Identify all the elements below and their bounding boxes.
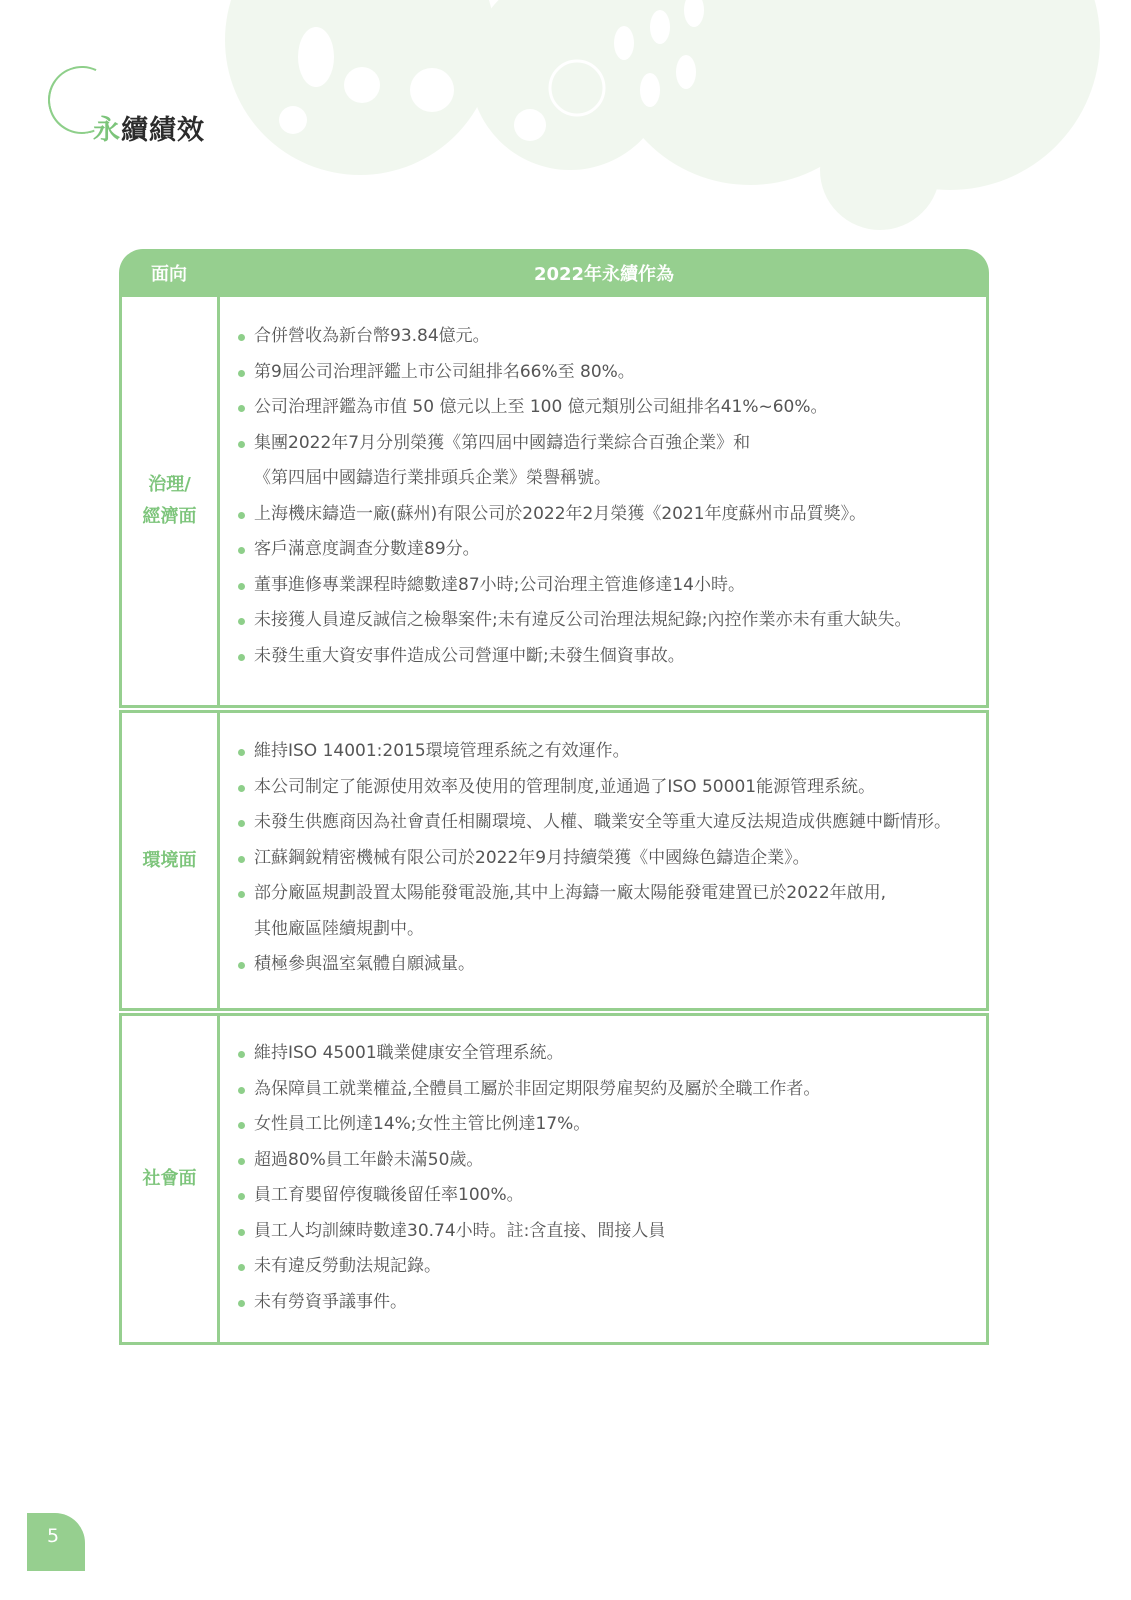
item-text: 積極參與溫室氣體自願減量。	[254, 954, 475, 974]
bullet-icon	[238, 891, 245, 898]
item-text: 公司治理評鑑為市值 50 億元以上至 100 億元類別公司組排名41%~60%。	[254, 397, 828, 417]
section-environment	[119, 710, 989, 1011]
aspect-label-line: 治理/	[148, 474, 191, 495]
item-text: 董事進修專業課程時總數達87小時;公司治理主管進修達14小時。	[254, 574, 745, 595]
bullet-icon	[238, 334, 245, 341]
aspect-label	[122, 297, 220, 705]
items-list	[220, 713, 986, 1008]
item-text: 本公司制定了能源使用效率及使用的管理制度,並通過了ISO 50001能源管理系統。	[254, 776, 876, 797]
list-item	[238, 390, 986, 426]
bullet-icon	[238, 441, 245, 448]
items-list	[220, 297, 986, 705]
list-item	[238, 876, 986, 947]
item-text: 超過80%員工年齡未滿50歲。	[254, 1149, 484, 1170]
list-item	[238, 1072, 986, 1108]
bullet-icon	[238, 1264, 245, 1271]
bullet-icon	[238, 785, 245, 792]
item-text: 未發生供應商因為社會責任相關環境、人權、職業安全等重大違反法規造成供應鏈中斷情形。	[254, 812, 951, 832]
item-text-continued: 《第四屆中國鑄造行業排頭兵企業》榮譽稱號。	[254, 468, 611, 488]
bullet-icon	[238, 654, 245, 661]
list-item	[238, 1143, 986, 1179]
bullet-icon	[238, 820, 245, 827]
list-item	[238, 1249, 986, 1285]
list-item	[238, 426, 986, 497]
list-item	[238, 568, 986, 604]
list-item	[238, 1214, 986, 1250]
aspect-label	[122, 1016, 220, 1342]
item-text: 未發生重大資安事件造成公司營運中斷;未發生個資事故。	[254, 645, 685, 666]
bullet-icon	[238, 1051, 245, 1058]
item-text-continued: 其他廠區陸續規劃中。	[254, 918, 424, 939]
list-item	[238, 639, 986, 675]
aspect-label	[122, 713, 220, 1008]
bullet-icon	[238, 512, 245, 519]
table-header	[119, 249, 989, 297]
item-text: 為保障員工就業權益,全體員工屬於非固定期限勞雇契約及屬於全職工作者。	[254, 1078, 821, 1099]
list-item	[238, 1285, 986, 1321]
list-item	[238, 1036, 986, 1072]
item-text: 維持ISO 45001職業健康安全管理系統。	[254, 1043, 564, 1063]
sustainability-table	[119, 249, 989, 1345]
list-item	[238, 734, 986, 770]
items-list	[220, 1016, 986, 1342]
list-item	[238, 532, 986, 568]
list-item	[238, 841, 986, 877]
bullet-icon	[238, 1158, 245, 1165]
section-social	[119, 1013, 989, 1345]
list-item	[238, 319, 986, 355]
column-header-actions: 2022年永續作為	[533, 264, 675, 285]
list-item	[238, 770, 986, 806]
aspect-label-line: 社會面	[142, 1168, 197, 1189]
item-text: 第9屆公司治理評鑑上市公司組排名66%至 80%。	[254, 361, 635, 382]
bullet-icon	[238, 1193, 245, 1200]
bullet-icon	[238, 1300, 245, 1307]
title-rest: 續績效	[121, 115, 205, 146]
bullet-icon	[238, 749, 245, 756]
list-item	[238, 1107, 986, 1143]
item-text: 合併營收為新台幣93.84億元。	[254, 326, 490, 346]
item-text: 未有勞資爭議事件。	[254, 1291, 407, 1312]
item-text: 部分廠區規劃設置太陽能發電設施,其中上海鑄一廠太陽能發電建置已於2022年啟用,	[254, 883, 887, 903]
bullet-icon	[238, 1229, 245, 1236]
page-title	[93, 108, 205, 147]
bullet-icon	[238, 1122, 245, 1129]
bullet-icon	[238, 547, 245, 554]
aspect-label-line: 環境面	[142, 849, 197, 871]
column-header-aspect: 面向	[151, 264, 187, 285]
item-text: 江蘇鋼銳精密機械有限公司於2022年9月持續榮獲《中國綠色鑄造企業》。	[254, 847, 810, 868]
list-item	[238, 1178, 986, 1214]
aspect-label-line: 經濟面	[142, 506, 197, 527]
item-text: 員工育嬰留停復職後留任率100%。	[254, 1185, 524, 1205]
item-text: 客戶滿意度調查分數達89分。	[254, 539, 480, 559]
list-item	[238, 805, 986, 841]
bullet-icon	[238, 618, 245, 625]
section-governance	[119, 297, 989, 708]
bullet-icon	[238, 962, 245, 969]
bullet-icon	[238, 1087, 245, 1094]
item-text: 集團2022年7月分別榮獲《第四屆中國鑄造行業綜合百強企業》和	[254, 432, 751, 453]
item-text: 未有違反勞動法規記錄。	[254, 1256, 441, 1276]
item-text: 維持ISO 14001:2015環境管理系統之有效運作。	[254, 741, 630, 761]
list-item	[238, 497, 986, 533]
list-item	[238, 355, 986, 391]
bullet-icon	[238, 370, 245, 377]
title-accent: 永	[93, 115, 121, 146]
item-text: 女性員工比例達14%;女性主管比例達17%。	[254, 1114, 591, 1134]
list-item	[238, 603, 986, 639]
item-text: 未接獲人員違反誠信之檢舉案件;未有違反公司治理法規紀錄;內控作業亦未有重大缺失。	[254, 610, 912, 630]
bullet-icon	[238, 405, 245, 412]
page-number: 5	[27, 1513, 85, 1571]
list-item	[238, 947, 986, 983]
bullet-icon	[238, 856, 245, 863]
bullet-icon	[238, 583, 245, 590]
item-text: 員工人均訓練時數達30.74小時。註:含直接、間接人員	[254, 1220, 666, 1241]
item-text: 上海機床鑄造一廠(蘇州)有限公司於2022年2月榮獲《2021年度蘇州市品質獎》。	[254, 503, 867, 524]
